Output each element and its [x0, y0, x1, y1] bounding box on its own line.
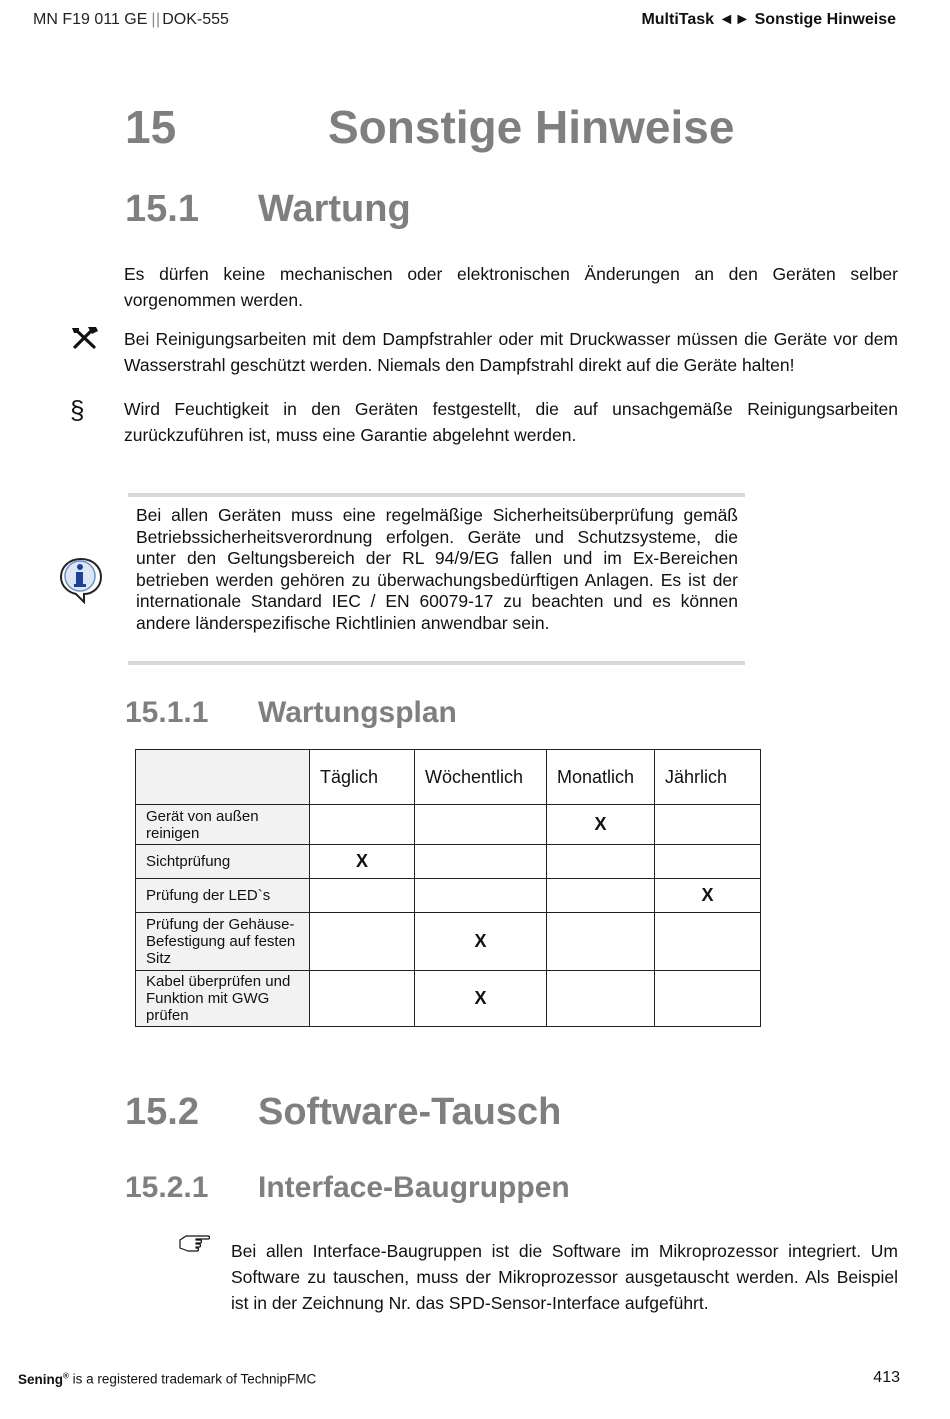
table-cell [547, 971, 655, 1027]
column-header: Wöchentlich [415, 750, 547, 805]
table-row [136, 845, 761, 879]
subsection-number: 15.1.1 [125, 696, 209, 729]
paragraph-cleaning: Bei Reinigungsarbeiten mit dem Dampfstrahler oder mit Druckwasser müssen die Geräte vor dem Wasserstrahl geschützt werden. Niemals den Dampfstrahl direkt auf die Geräte halten! [124, 329, 898, 375]
paragraph-sign-icon: § [70, 395, 85, 425]
paragraph-interface: Bei allen Interface-Baugruppen ist die Software im Mikroprozessor integriert. Um Software zu tauschen, muss der Mikroprozessor ausgetauscht werden. Als Beispiel ist in der Zeichnung Nr. das SPD-Sensor-Interface aufgeführt. [231, 1241, 898, 1313]
chapter-number: 15 [125, 101, 177, 153]
info-icon [58, 556, 104, 604]
tools-icon [70, 325, 100, 351]
maintenance-table [135, 749, 761, 1027]
table-cell: X [547, 805, 655, 845]
section-number: 15.1 [125, 188, 199, 230]
table-row [136, 805, 761, 845]
paragraph-warranty: Wird Feuchtigkeit in den Geräten festgestellt, die auf unsachgemäße Reinigungsarbeiten zurückzuführen ist, muss eine Garantie abgelehnt werden. [124, 399, 898, 445]
table-cell: X [310, 845, 415, 879]
table-row [136, 879, 761, 913]
row-label: Prüfung der LED`s [136, 879, 310, 913]
table-cell [415, 845, 547, 879]
doc-id: MN F19 011 GE [33, 11, 148, 28]
chapter-title: Sonstige Hinweise [328, 101, 735, 153]
table-cell [547, 845, 655, 879]
table-cell [655, 805, 761, 845]
table-row [136, 971, 761, 1027]
header-separator: | | [151, 11, 159, 28]
page-number: 413 [873, 1369, 900, 1386]
table-cell: X [415, 971, 547, 1027]
header-section [641, 11, 896, 29]
table-cell [655, 913, 761, 971]
info-box [128, 493, 745, 665]
subsection-number: 15.2.1 [125, 1171, 209, 1204]
section-title: Software-Tausch [258, 1091, 562, 1133]
doc-ref: DOK-555 [162, 11, 229, 28]
section-title: Wartung [258, 188, 411, 230]
table-cell [655, 845, 761, 879]
footer-trademark [18, 1371, 316, 1387]
table-header-row [136, 750, 761, 805]
table-cell [310, 879, 415, 913]
row-label: Sichtprüfung [136, 845, 310, 879]
row-label: Prüfung der Gehäuse-Befestigung auf festen Sitz [136, 913, 310, 971]
table-cell: X [655, 879, 761, 913]
table-cell [655, 971, 761, 1027]
table-row [136, 913, 761, 971]
row-label: Gerät von außen reinigen [136, 805, 310, 845]
table-cell: X [415, 913, 547, 971]
header-doc-id [33, 11, 229, 29]
section-number: 15.2 [125, 1091, 199, 1133]
registered-mark: ® [63, 1371, 69, 1380]
table-cell [310, 913, 415, 971]
row-label: Kabel überprüfen und Funktion mit GWG prüfen [136, 971, 310, 1027]
subsection-title: Wartungsplan [258, 696, 457, 729]
table-corner-cell [136, 750, 310, 805]
column-header: Monatlich [547, 750, 655, 805]
pointing-hand-icon [178, 1232, 212, 1254]
subsection-title: Interface-Baugruppen [258, 1171, 570, 1204]
header-product: MultiTask [641, 11, 715, 28]
table-cell [415, 805, 547, 845]
table-cell [547, 913, 655, 971]
column-header: Jährlich [655, 750, 761, 805]
trademark-text: is a registered trademark of TechnipFMC [68, 1371, 317, 1387]
table-cell [415, 879, 547, 913]
footer-brand [18, 1372, 69, 1387]
table-cell [547, 879, 655, 913]
table-cell [310, 971, 415, 1027]
brand-name: Sening [18, 1371, 64, 1387]
table-cell [310, 805, 415, 845]
header-arrows: ◄► [718, 11, 751, 28]
header-section-title: Sonstige Hinweise [754, 11, 896, 28]
info-box-text: Bei allen Geräten muss eine regelmäßige Sicherheitsüberprüfung gemäß Betriebssicherheitsverordnung erfolgen. Geräte und Schutzsysteme, die unter den Geltungsbereich der RL 94/9/EG fallen und im Ex-Bereichen betrieben werden gehören zu überwachungsbedürftigen Anlagen. Es ist der internationale Standard IEC / EN 60079-17 zu beachten und es können andere länderspezifische Richtlinien anwendbar sein. [136, 505, 738, 633]
paragraph-modifications: Es dürfen keine mechanischen oder elektronischen Änderungen an den Geräten selber vorgenommen werden. [124, 264, 898, 310]
column-header: Täglich [310, 750, 415, 805]
